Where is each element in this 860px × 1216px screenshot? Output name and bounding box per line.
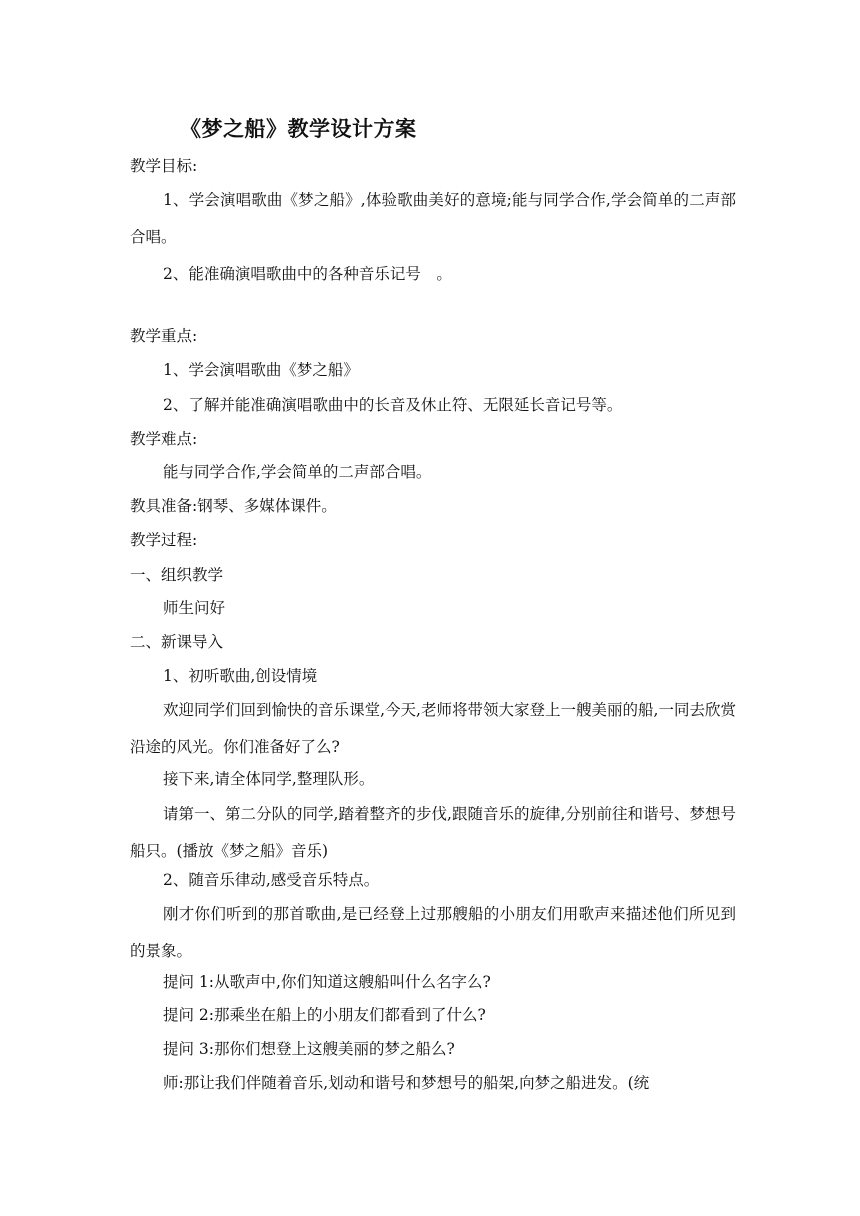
objective-2: 2、能准确演唱歌曲中的各种音乐记号 。: [163, 265, 452, 283]
objectives-heading: 教学目标:: [130, 157, 198, 175]
document-title: 《梦之船》教学设计方案: [180, 117, 417, 141]
step-1-text: 师生问好: [163, 599, 226, 617]
paragraph-march: 请第一、第二分队的同学,踏着整齐的步伐,跟随音乐的旋律,分别前往和谐号、梦想号船只。(播放《梦之船》音乐): [130, 805, 736, 860]
process-heading: 教学过程:: [130, 531, 198, 549]
key-point-1: 1、学会演唱歌曲《梦之船》: [163, 361, 359, 379]
paragraph-teacher: 师:那让我们伴随着音乐,划动和谐号和梦想号的船架,向梦之船进发。(统: [163, 1074, 650, 1092]
difficulty-1: 能与同学合作,学会简单的二声部合唱。: [163, 463, 432, 481]
paragraph-line-up: 接下来,请全体同学,整理队形。: [163, 770, 375, 788]
difficulty-heading: 教学难点:: [130, 430, 198, 448]
step-1-heading: 一、组织教学: [130, 566, 224, 584]
step-2-subheading-1: 1、初听歌曲,创设情境: [163, 667, 318, 685]
key-point-2: 2、了解并能准确演唱歌曲中的长音及休止符、无限延长音记号等。: [163, 396, 623, 414]
question-1: 提问 1:从歌声中,你们知道这艘船叫什么名字么?: [163, 973, 491, 991]
paragraph-song: 刚才你们听到的那首歌曲,是已经登上过那艘船的小朋友们用歌声来描述他们所见到的景象。: [130, 905, 736, 960]
materials-line: 教具准备:钢琴、多媒体课件。: [130, 497, 337, 515]
question-3: 提问 3:那你们想登上这艘美丽的梦之船么?: [163, 1040, 455, 1058]
paragraph-welcome: 欢迎同学们回到愉快的音乐课堂,今天,老师将带领大家登上一艘美丽的船,一同去欣赏沿途的风光。你们准备好了么?: [130, 701, 736, 756]
step-2-subheading-2: 2、随音乐律动,感受音乐特点。: [163, 871, 380, 889]
question-2: 提问 2:那乘坐在船上的小朋友们都看到了什么?: [163, 1006, 486, 1024]
step-2-heading: 二、新课导入: [130, 633, 224, 651]
objective-1: 1、学会演唱歌曲《梦之船》,体验歌曲美好的意境;能与同学合作,学会简单的二声部合唱。: [130, 191, 736, 246]
key-points-heading: 教学重点:: [130, 327, 198, 345]
